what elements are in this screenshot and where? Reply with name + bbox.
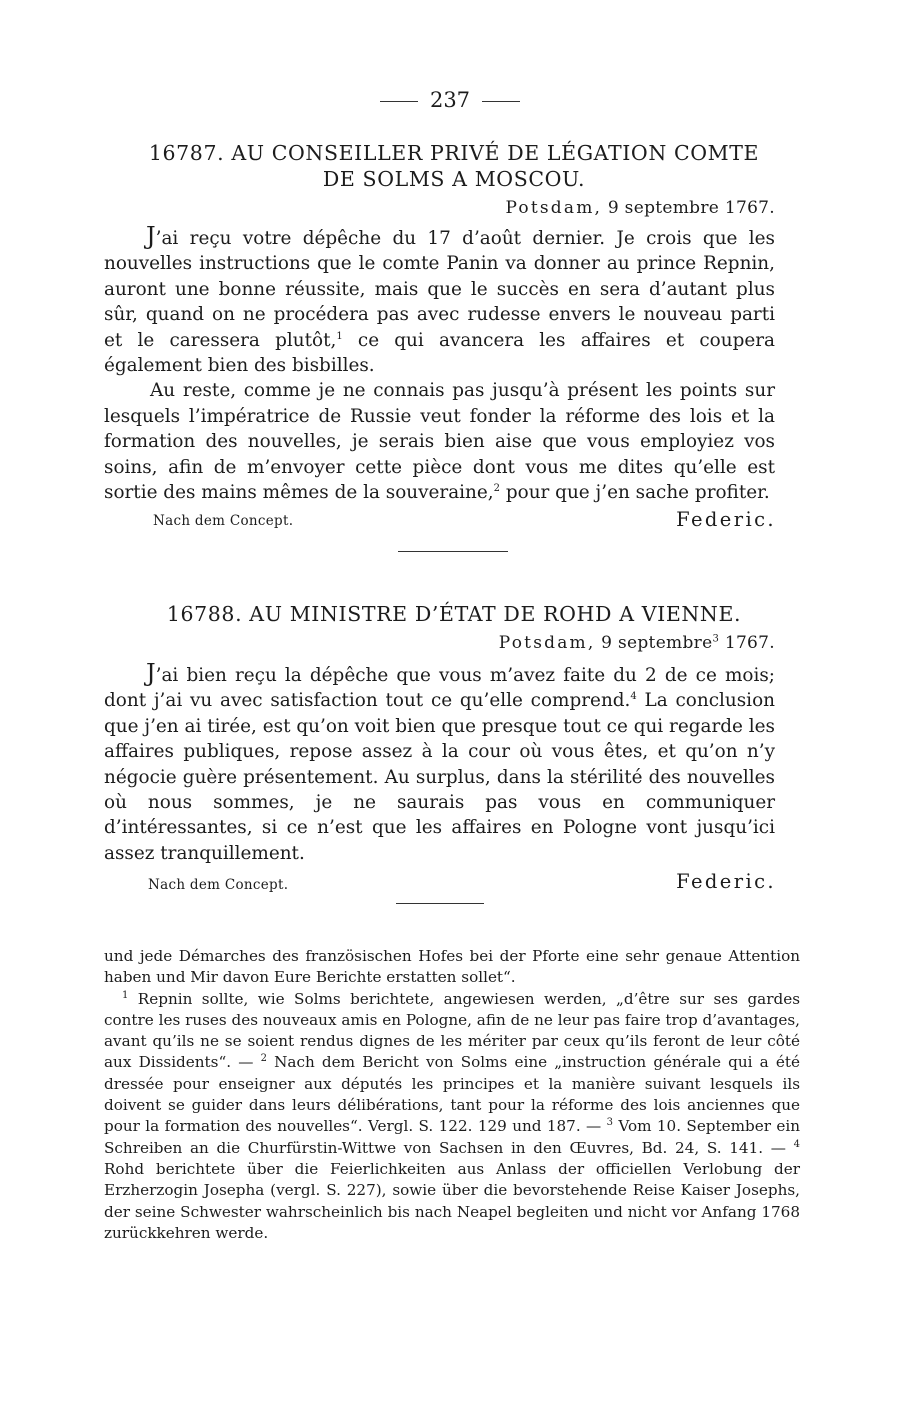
footnote-ref-3: 3 bbox=[712, 633, 720, 645]
letter-16787-heading-line1: 16787. AU CONSEILLER PRIVÉ DE LÉGATION COMTE bbox=[148, 141, 760, 165]
footnote-4-text: Rohd berichtete über die Feierlichkeiten aus Anlass der officiellen Verlobung der Erzherzogin Josepha (vergl. S. 227), sowie über die bevorstehende Reise Kaiser Josephs, der seine Schwester wahrscheinlich bis nach Neapel begleiten und nicht vor Anfang 1768 zurückkehren werde. bbox=[104, 1159, 800, 1242]
section-divider-2 bbox=[396, 903, 484, 904]
letter-16787-heading-line2: DE SOLMS A MOSCOU. bbox=[322, 167, 586, 191]
page-number-dash-left bbox=[380, 101, 418, 102]
footnote-2-mark: 2 bbox=[260, 1053, 267, 1065]
footnote-1-mark: 1 bbox=[122, 989, 129, 1001]
letter-16788-signature: Federic. bbox=[676, 870, 776, 893]
letter-16787-body bbox=[104, 222, 775, 505]
letter-16788-source-note: Nach dem Concept. bbox=[148, 877, 289, 893]
footnote-block bbox=[104, 989, 800, 1245]
letter-16787-date-place: Potsdam, bbox=[505, 198, 603, 218]
section-divider bbox=[398, 551, 508, 552]
letter-16787-paragraph-1: J’ai reçu votre dépêche du 17 d’août dernier. Je crois que les nouvelles instructions que le comte Panin va donner au prince Repnin, auront une bonne réussite, mais que le succès en sera d’autant plus sûr, quand on ne procédera pas avec rudesse envers le nouveau parti et le caressera plutôt,$^1$ ce qui avancera les affaires et coupera également bien des bisbilles. bbox=[104, 222, 775, 377]
letter-16788-body bbox=[104, 659, 775, 866]
letter-16787-heading bbox=[104, 140, 804, 192]
letter-16787-paragraph-2: Au reste, comme je ne connais pas jusqu’à présent les points sur lesquels l’impératrice de Russie veut fonder la réforme des lois et la formation des nouvelles, je serais bien aise que vous employiez vos soins, afin de m’envoyer cette pièce dont vous me dites qu’elle est sortie des mains mêmes de la souveraine,$^2$ pour que j’en sache profiter. bbox=[104, 380, 775, 504]
footnote-2-text: Nach dem Bericht von Solms eine „instruction générale qui a été dressée pour enseigner aux députés les principes et la manière suivant lesquels ils doivent se guider dans leurs délibérations, tant pour la réforme des lois anciennes que pour la formation des nouvelles“. Vergl. S. 122. 129 und 187. — bbox=[104, 1053, 800, 1136]
footnote-1-text: Repnin sollte, wie Solms berichtete, angewiesen werden, „d’être sur ses gardes contre les ruses des nouveaux amis en Pologne, afin de ne leur pas faire trop d’avantages, avant qu’ils ne se soient rendus dignes de les mériter par ceux qu’ils feront de leur côté aux Dissidents“. — bbox=[104, 989, 800, 1072]
footnote-ref-4: 4 bbox=[630, 691, 637, 703]
footnote-4-mark: 4 bbox=[793, 1138, 800, 1150]
letter-16787-source-note: Nach dem Concept. bbox=[153, 513, 294, 529]
footnote-ref-1: 1 bbox=[336, 330, 343, 342]
letter-16788-heading: 16788. AU MINISTRE D’ÉTAT DE ROHD A VIENNE. bbox=[166, 602, 742, 626]
footnote-3-mark: 3 bbox=[606, 1117, 613, 1129]
footnote-3-text: Vom 10. September ein Schreiben an die Churfürstin-Wittwe von Sachsen in den Œuvres, Bd. 24, S. 141. — bbox=[104, 1117, 800, 1157]
footnotes bbox=[104, 946, 800, 1244]
letter-16787-date-rest: 9 septembre 1767. bbox=[602, 198, 775, 218]
letter-16787-signature: Federic. bbox=[676, 508, 776, 531]
letter-16788-paragraph-1: J’ai bien reçu la dépêche que vous m’avez faite du 2 de ce mois; dont j’ai vu avec satisfaction tout ce qu’elle comprend.$^4$ La conclusion que j’en ai tirée, est qu’on voit bien que presque tout ce qui regarde les affaires publiques, repose assez à la cour où vous êtes, et qu’on n’y négocie guère présentement. Au surplus, dans la stérilité des nouvelles où nous sommes, je ne saurais pas vous en communiquer d’intéressantes, si ce n’est que les affaires en Pologne vont jusqu’ici assez tranquillement. bbox=[104, 659, 775, 864]
footnote-continuation: und jede Démarches des französischen Hofes bei der Pforte eine sehr genaue Attention haben und Mir davon Eure Berichte erstatten sollet“. bbox=[104, 947, 800, 987]
letter-16788-dateline: Potsdam, 9 septembre$^3$ 1767. bbox=[498, 633, 775, 653]
letter-16788-date-place: Potsdam, bbox=[498, 633, 596, 653]
footnote-ref-2: 2 bbox=[493, 482, 500, 494]
letter-16787-dateline bbox=[505, 198, 775, 218]
page-number-dash-right bbox=[482, 101, 520, 102]
page-number: 237 bbox=[0, 88, 900, 112]
